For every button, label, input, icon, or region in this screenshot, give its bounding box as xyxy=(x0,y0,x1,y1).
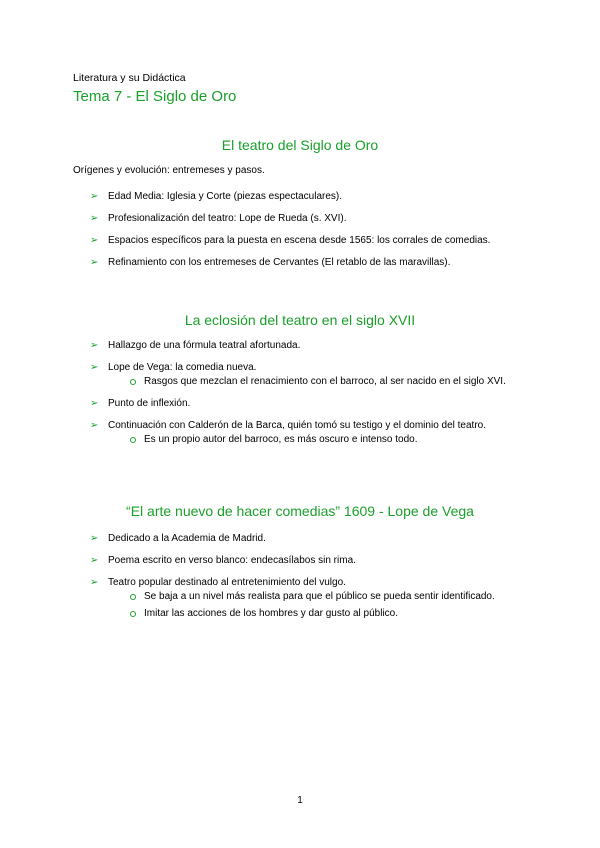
list-item-text: Refinamiento con los entremeses de Cervantes (El retablo de las maravillas). xyxy=(108,257,451,268)
circle-bullet-icon xyxy=(130,379,136,385)
sub-list xyxy=(108,375,510,389)
list-item xyxy=(90,397,510,411)
list-item-text: Teatro popular destinado al entretenimiento del vulgo. xyxy=(108,577,346,588)
list-item xyxy=(90,212,510,226)
sub-list-item xyxy=(108,590,510,604)
list-item-text: Dedicado a la Academia de Madrid. xyxy=(108,533,266,544)
sub-list-item-text: Se baja a un nivel más realista para que el público se pueda sentir identificado. xyxy=(144,591,495,602)
arrow-bullet-icon: ➢ xyxy=(90,577,99,588)
arrow-bullet-icon: ➢ xyxy=(90,257,99,268)
arrow-bullet-icon: ➢ xyxy=(90,362,99,373)
sub-list-item-text: Rasgos que mezclan el renacimiento con el barroco, al ser nacido en el siglo XVI. xyxy=(144,376,506,387)
section-heading-arte-nuevo: “El arte nuevo de hacer comedias” 1609 - Lope de Vega xyxy=(126,503,474,519)
list-item xyxy=(90,361,510,389)
arrow-bullet-icon: ➢ xyxy=(90,235,99,246)
section-heading-eclosion: La eclosión del teatro en el siglo XVII xyxy=(184,312,416,328)
list-item-text: Profesionalización del teatro: Lope de Rueda (s. XVI). xyxy=(108,213,347,224)
bullet-list-teatro xyxy=(90,190,510,278)
sub-list-item-text: Es un propio autor del barroco, es más oscuro e intenso todo. xyxy=(144,434,418,445)
bullet-list-eclosion xyxy=(90,339,510,455)
list-item xyxy=(90,532,510,546)
sub-list-item-text: Imitar las acciones de los hombres y dar gusto al público. xyxy=(144,608,399,619)
sub-list-item xyxy=(108,607,510,621)
list-item xyxy=(90,190,510,204)
list-item xyxy=(90,256,510,270)
sub-list-item xyxy=(108,433,510,447)
list-item-text: Continuación con Calderón de la Barca, quién tomó su testigo y el dominio del teatro. xyxy=(108,420,487,431)
list-item-text: Edad Media: Iglesia y Corte (piezas espectaculares). xyxy=(108,191,343,202)
list-item xyxy=(90,419,510,447)
circle-bullet-icon xyxy=(130,437,136,443)
list-item-text: Hallazgo de una fórmula teatral afortunada. xyxy=(108,340,301,351)
arrow-bullet-icon: ➢ xyxy=(90,213,99,224)
arrow-bullet-icon: ➢ xyxy=(90,533,99,544)
list-item xyxy=(90,339,510,353)
arrow-bullet-icon: ➢ xyxy=(90,340,99,351)
section-intro: Orígenes y evolución: entremeses y pasos. xyxy=(73,165,265,176)
list-item xyxy=(90,234,510,248)
bullet-list-arte-nuevo xyxy=(90,532,510,629)
arrow-bullet-icon: ➢ xyxy=(90,398,99,409)
arrow-bullet-icon: ➢ xyxy=(90,191,99,202)
list-item-text: Lope de Vega: la comedia nueva. xyxy=(108,362,257,373)
sub-list-item xyxy=(108,375,510,389)
list-item xyxy=(90,576,510,621)
course-title: Literatura y su Didáctica xyxy=(73,72,186,84)
circle-bullet-icon xyxy=(130,594,136,600)
arrow-bullet-icon: ➢ xyxy=(90,555,99,566)
circle-bullet-icon xyxy=(130,611,136,617)
sub-list xyxy=(108,433,510,447)
list-item xyxy=(90,554,510,568)
list-item-text: Espacios específicos para la puesta en escena desde 1565: los corrales de comedias. xyxy=(108,235,491,246)
arrow-bullet-icon: ➢ xyxy=(90,420,99,431)
sub-list xyxy=(108,590,510,621)
list-item-text: Punto de inflexión. xyxy=(108,398,191,409)
topic-title: Tema 7 - El Siglo de Oro xyxy=(73,88,237,105)
list-item-text: Poema escrito en verso blanco: endecasílabos sin rima. xyxy=(108,555,356,566)
page-number: 1 xyxy=(297,795,303,806)
section-heading-teatro: El teatro del Siglo de Oro xyxy=(221,137,379,153)
